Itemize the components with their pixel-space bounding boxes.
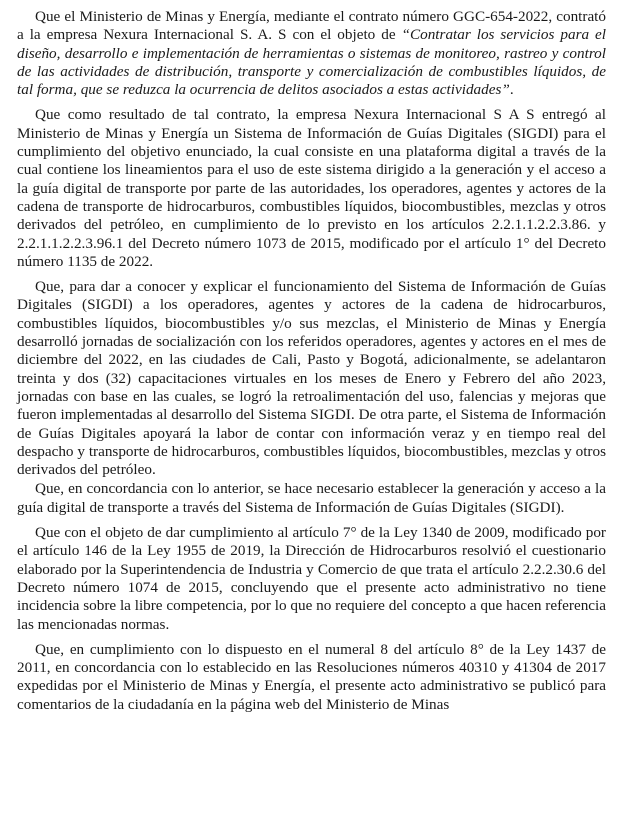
paragraph-socialization: Que, para dar a conocer y explicar el funcionamiento del Sistema de Información de Guías Digitales (SIGDI) a los operadores, agentes y actores de la cadena de hidrocarburos, combustibles líquidos, biocombustibles y/o sus mezclas, el Ministerio de Minas y Energía desarrolló jornadas de socialización con los referidos operadores, agentes y actores en el mes de diciembre del 2022, en las ciudades de Cali, Pasto y Bogotá, adicionalmente, se adelantaron treinta y dos (32) capacitaciones virtuales en los meses de Enero y Febrero del año 2023, jornadas con base en las cuales, se logró la retroalimentación del uso, falencias y mejoras que fueron implementadas al desarrollo del Sistema SIGDI. De otra parte, el Sistema de Información de Guías Digitales apoyará la labor de contar con información veraz y en tiempo real del despacho y transporte de hidrocarburos, combustibles líquidos, biocombustibles, mezclas y otros derivados del petróleo. bbox=[17, 278, 606, 479]
paragraph-concordance: Que, en concordancia con lo anterior, se hace necesario establecer la generación y acceso a la guía digital de transporte a través del Sistema de Información de Guías Digitales (SIGDI). bbox=[17, 480, 606, 516]
paragraph-publication: Que, en cumplimiento con lo dispuesto en el numeral 8 del artículo 8° de la Ley 1437 de 2011, en concordancia con lo establecido en las Resoluciones números 40310 y 41304 de 2017 expedidas por el Ministerio de Minas y Energía, el presente acto administrativo se publicó para comentarios de la ciudadanía en la página web del Ministerio de Minas bbox=[17, 640, 606, 713]
paragraph-contract bbox=[17, 8, 606, 99]
paragraph-contract-tail: . bbox=[509, 81, 514, 99]
paragraph-sigdi-delivery: Que como resultado de tal contrato, la empresa Nexura Internacional S A S entregó al Ministerio de Minas y Energía un Sistema de Información de Guías Digitales (SIGDI) para el cumplimiento del objetivo enunciado, la cual consiste en una plataforma digital a través de la cual contiene los lineamientos para el uso de este sistema dirigido a la generación y el acceso a la guía digital de transporte por parte de las autoridades, los operadores, agentes y actores de la cadena de transporte de hidrocarburos, combustibles líquidos, biocombustibles, mezclas y otros derivados del petróleo, en cumplimiento de lo previsto en los artículos 2.2.1.1.2.2.3.86. y 2.2.1.1.2.2.3.96.1 del Decreto número 1073 de 2015, modificado por el artículo 1° del Decreto número 1135 de 2022. bbox=[17, 106, 606, 270]
paragraph-contract-lead: Que el Ministerio de Minas y Energía, mediante el contrato número GGC-654-2022, contrató a la empresa Nexura Internacional S. A. S con el objeto de bbox=[17, 8, 606, 44]
document-page bbox=[17, 8, 606, 721]
paragraph-competition: Que con el objeto de dar cumplimiento al artículo 7° de la Ley 1340 de 2009, modificado por el artículo 146 de la Ley 1955 de 2019, la Dirección de Hidrocarburos resolvió el cuestionario elaborado por la Superintendencia de Industria y Comercio de que trata el artículo 2.2.2.30.6 del Decreto número 1074 de 2015, concluyendo que el presente acto administrativo no tiene incidencia sobre la libre competencia, por lo que no requiere del concepto a que hacen referencia las mencionadas normas. bbox=[17, 524, 606, 633]
paragraph-contract-quote: “Contratar los servicios para el diseño, desarrollo e implementación de herramientas o sistemas de monitoreo, rastreo y control de las actividades de distribución, transporte y comercialización de combustibles líquidos, de tal forma, que se reduzca la ocurrencia de delitos asociados a estas actividades” bbox=[17, 26, 606, 99]
